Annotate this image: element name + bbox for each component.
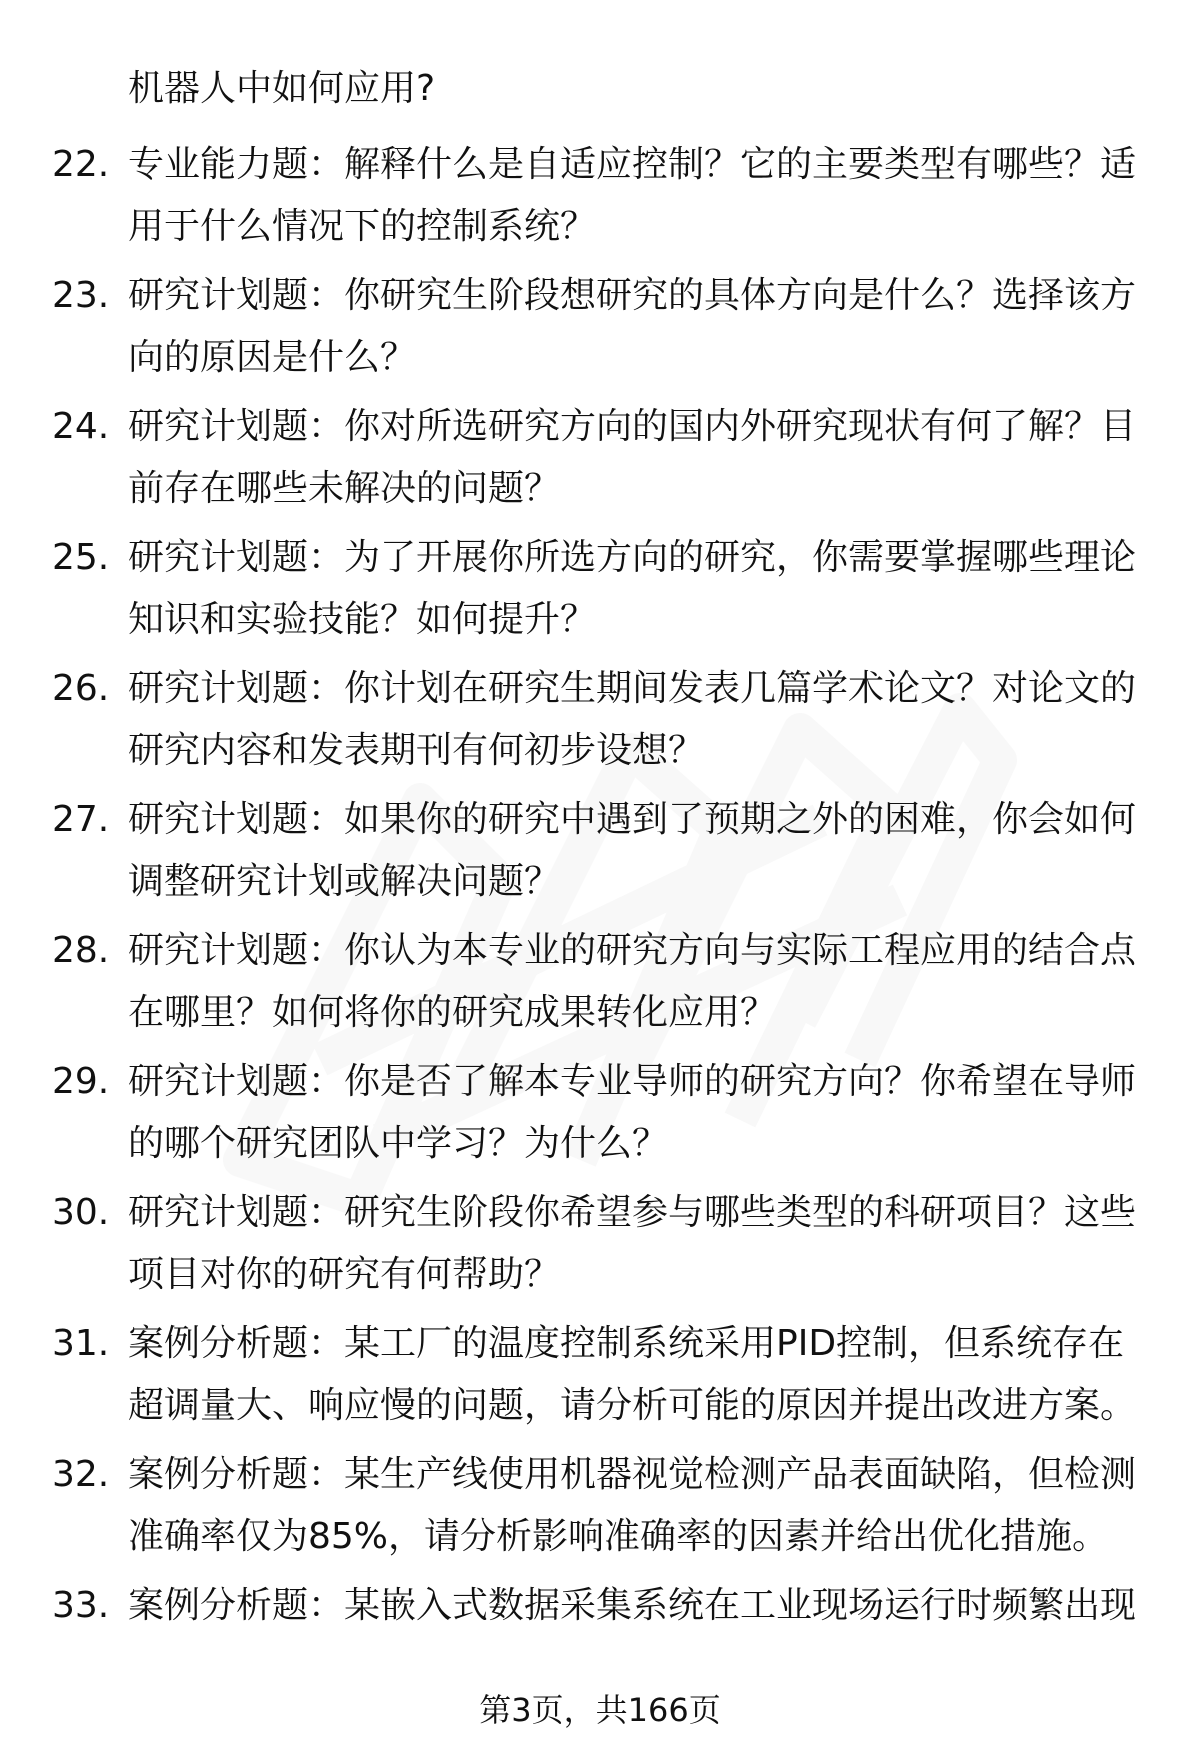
question-text-line: 研究计划题：你研究生阶段想研究的具体方向是什么？选择该方 xyxy=(128,275,1137,316)
question-number: 24. xyxy=(52,406,110,447)
question-text xyxy=(128,265,1138,389)
page-footer: 第3页，共166页 xyxy=(479,1691,721,1729)
question-item xyxy=(0,396,1200,527)
question-item xyxy=(0,527,1200,658)
question-item xyxy=(0,1182,1200,1313)
question-item xyxy=(0,658,1200,789)
question-text-line: 用于什么情况下的控制系统？ xyxy=(128,206,597,247)
question-list xyxy=(0,134,1200,1706)
question-number: 33. xyxy=(52,1585,110,1626)
question-item xyxy=(0,1444,1200,1575)
question-number: 32. xyxy=(52,1454,110,1495)
question-number: 28. xyxy=(52,930,110,971)
question-number: 31. xyxy=(52,1323,110,1364)
question-text xyxy=(128,134,1138,258)
question-text-line: 调整研究计划或解决问题？ xyxy=(128,861,561,902)
question-number: 25. xyxy=(52,537,110,578)
question-text xyxy=(128,1444,1138,1568)
question-text-line: 研究计划题：你对所选研究方向的国内外研究现状有何了解？目 xyxy=(128,406,1137,447)
question-text-line: 准确率仅为85%，请分析影响准确率的因素并给出优化措施。 xyxy=(128,1516,1109,1557)
question-text-line: 案例分析题：某嵌入式数据采集系统在工业现场运行时频繁出现 xyxy=(128,1585,1137,1626)
question-text xyxy=(128,396,1138,520)
question-text-line: 在哪里？如何将你的研究成果转化应用？ xyxy=(128,992,777,1033)
question-text xyxy=(128,1575,1138,1637)
question-text-line: 向的原因是什么？ xyxy=(128,337,417,378)
question-text xyxy=(128,527,1138,651)
question-number: 22. xyxy=(52,144,110,185)
question-number: 29. xyxy=(52,1061,110,1102)
question-text-line: 超调量大、响应慢的问题，请分析可能的原因并提出改进方案。 xyxy=(128,1385,1137,1426)
question-text-line: 案例分析题：某生产线使用机器视觉检测产品表面缺陷，但检测 xyxy=(128,1454,1137,1495)
continued-question-tail: 机器人中如何应用? xyxy=(128,68,436,109)
question-text-line: 研究内容和发表期刊有何初步设想？ xyxy=(128,730,705,771)
question-text xyxy=(128,1051,1138,1175)
question-text xyxy=(128,1182,1138,1306)
question-item xyxy=(0,1575,1200,1706)
question-text-line: 研究计划题：你认为本专业的研究方向与实际工程应用的结合点 xyxy=(128,930,1137,971)
question-number: 30. xyxy=(52,1192,110,1233)
question-text-line: 专业能力题：解释什么是自适应控制？它的主要类型有哪些？适 xyxy=(128,144,1137,185)
question-number: 27. xyxy=(52,799,110,840)
question-text-line: 的哪个研究团队中学习？为什么？ xyxy=(128,1123,669,1164)
question-text-line: 知识和实验技能？如何提升？ xyxy=(128,599,597,640)
question-item xyxy=(0,920,1200,1051)
question-text-line: 研究计划题：你计划在研究生期间发表几篇学术论文？对论文的 xyxy=(128,668,1137,709)
question-text-line: 研究计划题：你是否了解本专业导师的研究方向？你希望在导师 xyxy=(128,1061,1137,1102)
question-text xyxy=(128,658,1138,782)
question-text xyxy=(128,920,1138,1044)
question-text-line: 案例分析题：某工厂的温度控制系统采用PID控制，但系统存在 xyxy=(128,1323,1125,1364)
question-text-line: 研究计划题：为了开展你所选方向的研究，你需要掌握哪些理论 xyxy=(128,537,1137,578)
question-text-line: 项目对你的研究有何帮助？ xyxy=(128,1254,561,1295)
question-number: 26. xyxy=(52,668,110,709)
question-item xyxy=(0,265,1200,396)
question-text xyxy=(128,1313,1138,1437)
question-text-line: 研究计划题：如果你的研究中遇到了预期之外的困难，你会如何 xyxy=(128,799,1137,840)
question-text-line: 前存在哪些未解决的问题？ xyxy=(128,468,561,509)
question-text-line: 研究计划题：研究生阶段你希望参与哪些类型的科研项目？这些 xyxy=(128,1192,1137,1233)
question-item xyxy=(0,1051,1200,1182)
question-number: 23. xyxy=(52,275,110,316)
question-item xyxy=(0,1313,1200,1444)
question-text xyxy=(128,789,1138,913)
question-item xyxy=(0,789,1200,920)
question-item xyxy=(0,134,1200,265)
